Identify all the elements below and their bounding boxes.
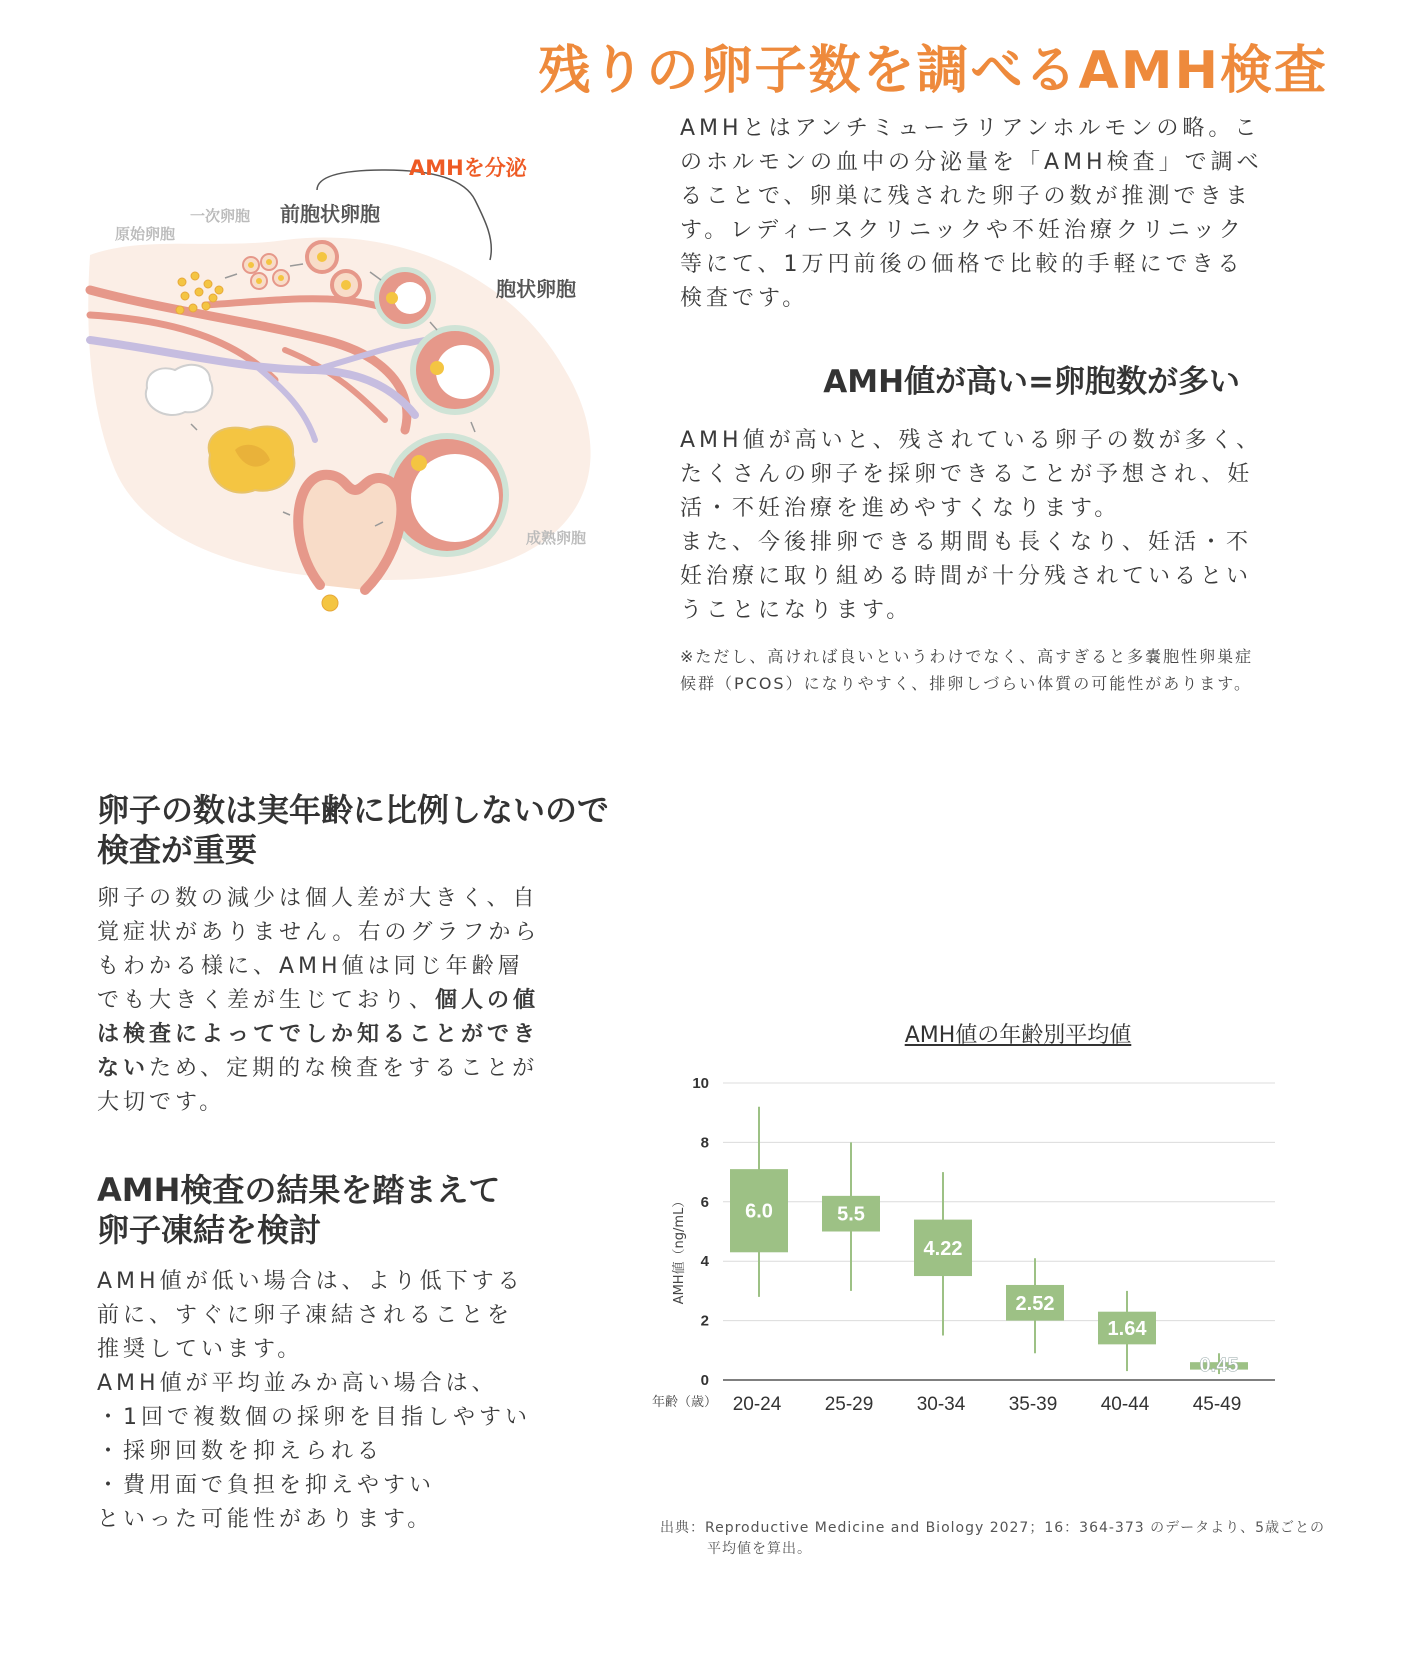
freeze-line5: といった可能性があります。	[97, 1507, 434, 1532]
y-tick-label: 4	[700, 1253, 709, 1271]
mean-value-label: 6.0	[745, 1200, 773, 1223]
high-amh-body	[680, 424, 1265, 628]
freeze-bullet1: ・1回で複数個の採卵を目指しやすい	[97, 1405, 531, 1430]
x-tick-label: 35-39	[1008, 1394, 1058, 1415]
amh-box-chart	[630, 1060, 1330, 1510]
high-amh-heading: AMH値が高い=卵胞数が多い	[823, 364, 1240, 400]
freeze-heading-line2: 卵子凍結を検討	[97, 1211, 322, 1249]
amh-secretion-label: AMHを分泌	[409, 156, 527, 180]
source-line1: 出典：Reproductive Medicine and Biology 2027；16：364-373 のデータより、5歳ごとの	[660, 1520, 1326, 1536]
released-egg	[322, 595, 338, 611]
freeze-line3: 推奨しています。	[97, 1337, 304, 1362]
chart-source	[660, 1518, 1350, 1560]
follicle-illustration	[85, 140, 645, 630]
chart-title: AMH値の年齢別平均値	[904, 1023, 1132, 1048]
page-title: 残りの卵子数を調べるAMH検査	[538, 41, 1328, 101]
y-axis-label: AMH値（ng/mL）	[672, 1194, 687, 1305]
y-tick-label: 10	[692, 1075, 709, 1092]
intro-paragraph: AMHとはアンチミューラリアンホルモンの略。このホルモンの血中の分泌量を「AMH検査」で調べることで、卵巣に残された卵子の数が推測できます。レディースクリニックや不妊治療クリニック等にて、1万円前後の価格で比較的手軽にできる検査です。	[680, 116, 1263, 311]
freeze-section-body	[97, 1265, 637, 1537]
y-tick-label: 6	[700, 1193, 709, 1211]
x-tick-label: 45-49	[1192, 1394, 1242, 1415]
y-tick-label: 8	[700, 1134, 709, 1152]
freeze-line1: AMH値が低い場合は、より低下する	[97, 1269, 524, 1294]
mean-value-label: 4.22	[923, 1237, 963, 1260]
freeze-heading-line1: AMH検査の結果を踏まえて	[97, 1171, 501, 1209]
high-amh-body-2: また、今後排卵できる期間も長くなり、妊活・不妊治療に取り組める時間が十分残されているということになります。	[680, 530, 1253, 623]
y-tick-label: 2	[700, 1312, 709, 1330]
mean-value-label: 5.5	[837, 1203, 865, 1226]
freeze-line2: 前に、すぐに卵子凍結されることを	[97, 1303, 514, 1328]
mature-follicle-label: 成熟卵胞	[526, 529, 587, 547]
mean-value-label: 1.64	[1107, 1318, 1147, 1341]
primordial-follicle-label: 原始卵胞	[115, 225, 176, 243]
x-axis-label: 年齢（歳）	[652, 1395, 718, 1410]
pcos-note: ※ただし、高ければ良いというわけでなく、高すぎると多嚢胞性卵巣症候群（PCOS）になりやすく、排卵しづらい体質の可能性があります。	[680, 647, 1254, 693]
freeze-line4: AMH値が平均並みか高い場合は、	[97, 1371, 498, 1396]
antral-follicle-label: 胞状卵胞	[496, 277, 576, 301]
source-line2: 平均値を算出。	[707, 1541, 812, 1557]
x-tick-label: 20-24	[732, 1394, 782, 1415]
x-tick-label: 40-44	[1100, 1394, 1150, 1415]
freeze-section-heading	[97, 1170, 637, 1250]
primary-follicle-label: 一次卵胞	[190, 207, 251, 225]
age-heading-line2: 検査が重要	[97, 831, 258, 869]
freeze-bullet2: ・採卵回数を抑えられる	[97, 1439, 384, 1464]
age-section-heading	[97, 790, 637, 870]
mean-value-label: 0.45	[1199, 1354, 1239, 1377]
corpus-albicans	[146, 365, 213, 415]
freeze-bullet3: ・費用面で負担を抑えやすい	[97, 1473, 436, 1498]
mean-value-label: 2.52	[1015, 1292, 1055, 1315]
age-text-a: 卵子の数の減少は個人差が大きく、自覚症状がありません。右のグラフからもわかる様に、AMH値は同じ年齢層でも大きく差が生じており、	[97, 886, 541, 1013]
age-heading-line1: 卵子の数は実年齢に比例しないので	[97, 791, 610, 829]
x-tick-label: 30-34	[916, 1394, 966, 1415]
high-amh-body-1: AMH値が高いと、残されている卵子の数が多く、たくさんの卵子を採卵できることが予想され、妊活・不妊治療を進めやすくなります。	[680, 428, 1263, 521]
x-tick-label: 25-29	[824, 1394, 874, 1415]
age-text-b: ため、定期的な検査をすることが大切です。	[97, 1056, 539, 1115]
y-tick-label: 0	[700, 1372, 709, 1389]
age-section-body	[97, 882, 549, 1120]
age-text-bold: 個人の値は検査によってでしか知ることができない	[97, 988, 540, 1081]
preantral-follicle-label: 前胞状卵胞	[280, 202, 380, 226]
